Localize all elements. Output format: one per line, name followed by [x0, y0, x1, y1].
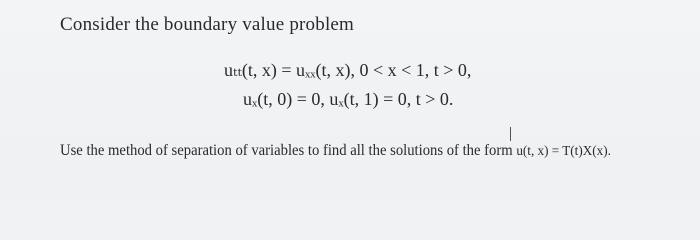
problem-intro: Consider the boundary value problem	[60, 14, 355, 35]
instruction-text: Use the method of separation of variables to find all the solutions of the form	[60, 142, 513, 159]
separation-formula: u(t, x) = T(t)X(x).	[516, 144, 611, 159]
problem-instruction	[60, 142, 611, 160]
pde-equation: uₜₜ(t, x) = uₓₓ(t, x), 0 < x < 1, t > 0,	[224, 60, 472, 80]
text-cursor-mark	[510, 127, 511, 141]
boundary-conditions: uₓ(t, 0) = 0, uₓ(t, 1) = 0, t > 0.	[243, 89, 454, 109]
